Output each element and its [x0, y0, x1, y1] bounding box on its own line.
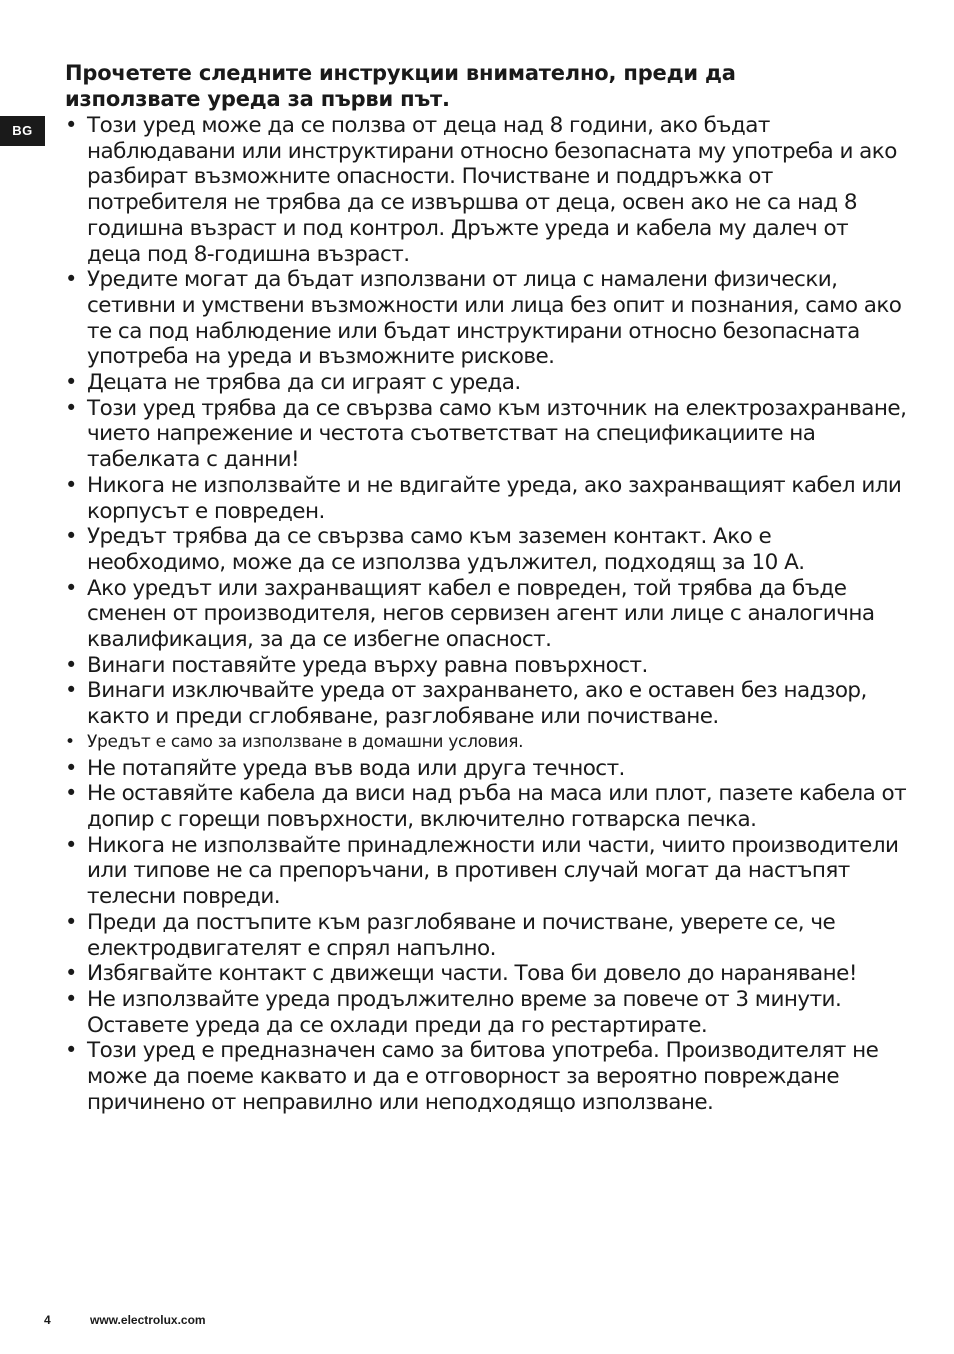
list-item-text: Не потапяйте уреда във вода или друга течност. [87, 755, 625, 781]
list-item-text: Никога не използвайте и не вдигайте уреда, ако захранващият кабел или корпусът е повреден. [87, 472, 902, 524]
list-item-text: Уредите могат да бъдат използвани от лица с намалени физически, сетивни и умствени възможности или лица без опит и познания, само ако те са под наблюдение или бъдат инструктирани относно безопасната употреба на уреда и възможните рискове. [87, 267, 902, 370]
list-item-text: Този уред е предназначен само за битова употреба. Производителят не може да поеме каквато и да е отговорност за вероятно повреждане причинено от неправилно или неподходящо използване. [87, 1038, 879, 1115]
page-heading: Прочетете следните инструкции внимателно, преди да използвате уреда за първи път. [65, 61, 736, 111]
list-item-text: Винаги поставяйте уреда върху равна повърхност. [87, 652, 648, 678]
bullet-icon: • [65, 113, 77, 137]
bullet-icon: • [65, 832, 77, 857]
list-item [65, 756, 907, 782]
list-item-text: Ако уредът или захранващият кабел е повреден, той трябва да бъде сменен от производителя, негов сервизен агент или лице с аналогична квалификация, за да се избегне опасност. [87, 575, 875, 653]
bullet-icon: • [65, 1038, 77, 1063]
list-item [65, 267, 907, 370]
list-item [65, 113, 907, 267]
list-item-text: Уредът трябва да се свързва само към заземен контакт. Ако е необходимо, може да се използва удължител, подходящ за 10 А. [87, 524, 805, 575]
bullet-icon: • [65, 755, 77, 780]
safety-instructions-list [65, 113, 907, 1115]
language-tab: BG [0, 116, 45, 146]
bullet-icon: • [65, 781, 77, 806]
bullet-icon: • [65, 731, 75, 752]
list-item [65, 833, 907, 910]
list-item [65, 987, 907, 1038]
list-item [65, 730, 907, 756]
list-item-text: Не оставяйте кабела да виси над ръба на маса или плот, пазете кабела от допир с горещи повърхности, включително готварска печка. [87, 781, 907, 832]
bullet-icon: • [65, 370, 77, 395]
list-item [65, 1038, 907, 1115]
list-item [65, 473, 907, 524]
list-item-text: Този уред трябва да се свързва само към източник на електрозахранване, чието напрежение и честота съответстват на спецификациите на табелката с данни! [87, 395, 907, 473]
bullet-icon: • [65, 652, 77, 677]
bullet-icon: • [65, 678, 77, 703]
list-item [65, 576, 907, 653]
list-item [65, 653, 907, 679]
bullet-icon: • [65, 472, 77, 497]
list-item-text: Преди да постъпите към разглобяване и почистване, уверете се, че електродвигателят е спрял напълно. [87, 909, 836, 961]
list-item [65, 370, 907, 396]
bullet-icon: • [65, 909, 77, 934]
bullet-icon: • [65, 986, 77, 1011]
list-item [65, 910, 907, 961]
list-item [65, 396, 907, 473]
list-item [65, 781, 907, 832]
list-item [65, 961, 907, 987]
list-item-text: Не използвайте уреда продължително време за повече от 3 минути. Оставете уреда да се охлади преди да го рестартирате. [87, 986, 842, 1038]
footer-url: www.electrolux.com [90, 1313, 206, 1327]
bullet-icon: • [65, 267, 77, 292]
list-item-text: Избягвайте контакт с движещи части. Това би довело до нараняване! [87, 961, 857, 987]
bullet-icon: • [65, 961, 77, 986]
bullet-icon: • [65, 575, 77, 600]
list-item-text: Уредът е само за използване в домашни условия. [87, 731, 524, 752]
bullet-icon: • [65, 395, 77, 420]
page-number: 4 [44, 1313, 51, 1327]
bullet-icon: • [65, 524, 77, 549]
list-item-text: Децата не трябва да си играят с уреда. [87, 370, 521, 396]
list-item [65, 678, 907, 729]
list-item-text: Винаги изключвайте уреда от захранването, ако е оставен без надзор, както и преди сглобяване, разглобяване или почистване. [87, 678, 867, 730]
list-item-text: Този уред може да се ползва от деца над 8 години, ако бъдат наблюдавани или инструктирани относно безопасната му употреба и ако разбират възможните опасности. Почистване и поддръжка от потребителя не трябва да се извършва от деца, освен ако не са над 8 годишна възраст и под контрол. Дръжте уреда и кабела му далеч от деца под 8-годишна възраст. [87, 113, 897, 267]
list-item [65, 524, 907, 575]
list-item-text: Никога не използвайте принадлежности или части, чиито производители или типове не са препоръчани, в противен случай могат да настъпят телесни повреди. [87, 832, 899, 910]
